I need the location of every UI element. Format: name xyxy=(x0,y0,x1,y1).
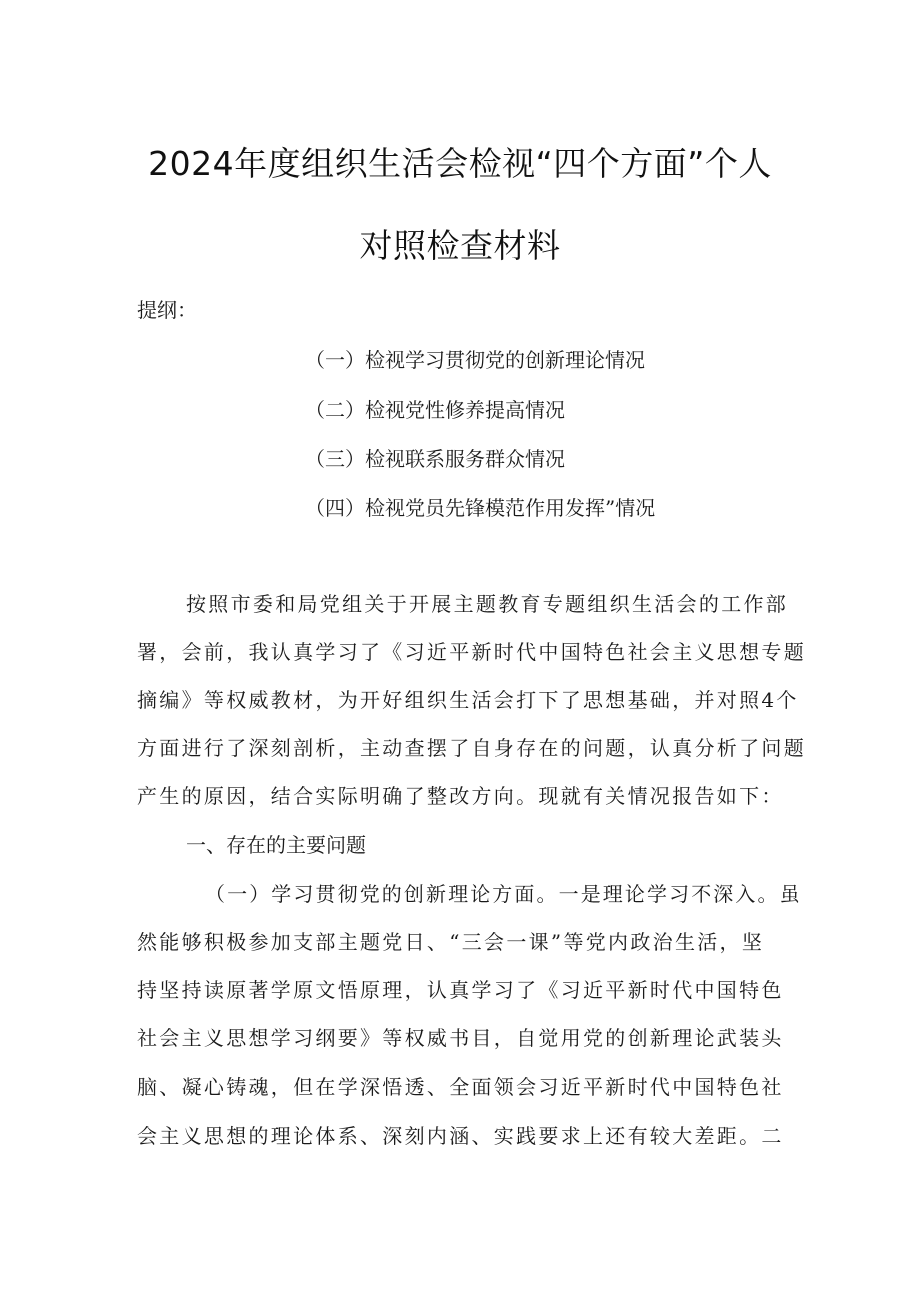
section-heading: 一、存在的主要问题 xyxy=(186,833,366,857)
outline-item-3: （三）检视联系服务群众情况 xyxy=(305,447,565,471)
outline-label: 提纲： xyxy=(137,298,197,322)
section-paragraph-line: 脑、凝心铸魂，但在学深悟透、全面领会习近平新时代中国特色社 xyxy=(137,1075,784,1099)
intro-paragraph-line: 署，会前，我认真学习了《习近平新时代中国特色社会主义思想专题 xyxy=(137,640,806,664)
intro-paragraph-line: 摘编》等权威教材，为开好组织生活会打下了思想基础，并对照4个 xyxy=(137,688,799,712)
section-paragraph-line: 持坚持读原著学原文悟原理，认真学习了《习近平新时代中国特色 xyxy=(137,978,784,1002)
intro-paragraph-line: 按照市委和局党组关于开展主题教育专题组织生活会的工作部 xyxy=(186,592,789,616)
intro-paragraph-line: 方面进行了深刻剖析，主动查摆了自身存在的问题，认真分析了问题 xyxy=(137,736,806,760)
section-paragraph-line: （一）学习贯彻党的创新理论方面。一是理论学习不深入。虽 xyxy=(205,882,802,906)
outline-item-2: （二）检视党性修养提高情况 xyxy=(305,398,565,422)
section-paragraph-line: 社会主义思想学习纲要》等权威书目，自觉用党的创新理论武装头 xyxy=(137,1026,784,1050)
outline-item-4: （四）检视党员先锋模范作用发挥”情况 xyxy=(305,496,656,520)
document-title-line-1: 2024年度组织生活会检视“四个方面”个人 xyxy=(148,144,772,183)
section-paragraph-line: 然能够积极参加支部主题党日、“三会一课”等党内政治生活，坚 xyxy=(137,930,765,954)
section-paragraph-line: 会主义思想的理论体系、深刻内涵、实践要求上还有较大差距。二 xyxy=(137,1124,784,1148)
intro-paragraph-line: 产生的原因，结合实际明确了整改方向。现就有关情况报告如下： xyxy=(137,784,784,808)
outline-item-1: （一）检视学习贯彻党的创新理论情况 xyxy=(305,348,645,372)
document-title-line-2: 对照检查材料 xyxy=(359,226,561,265)
